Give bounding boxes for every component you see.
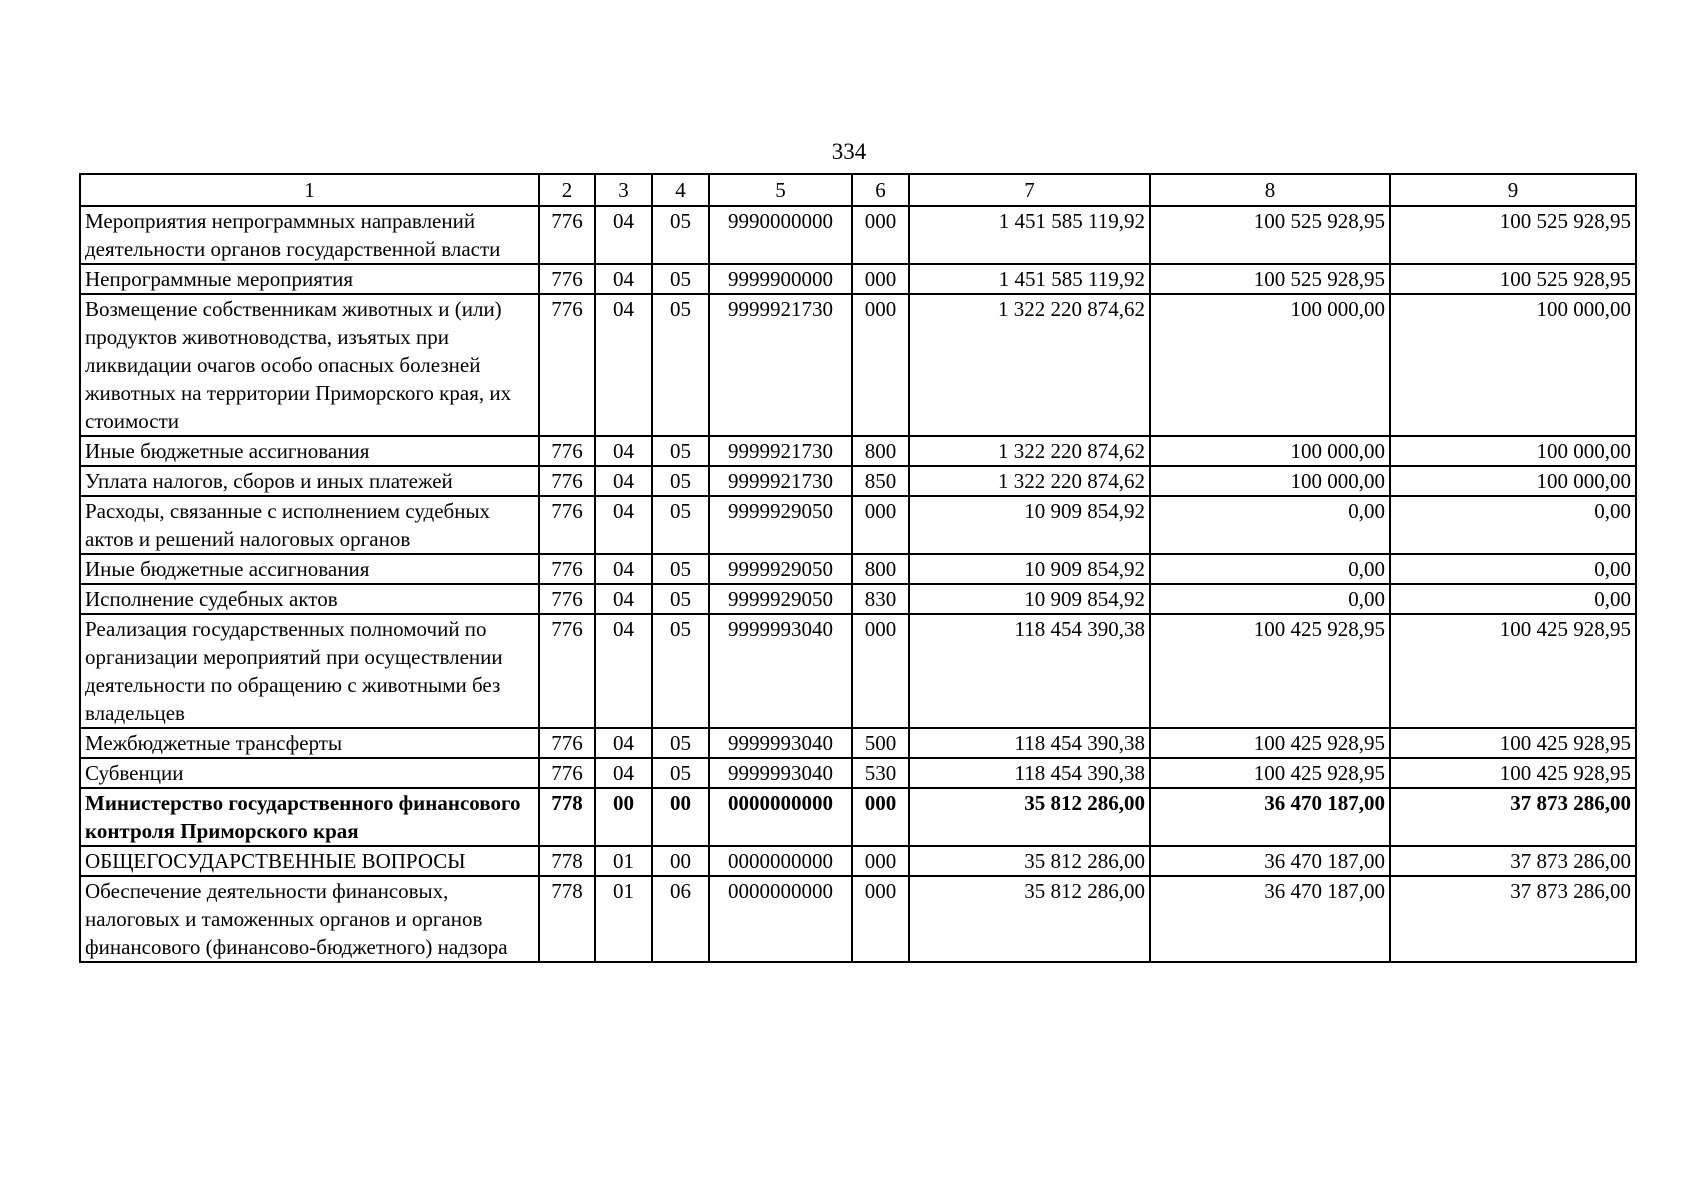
- expense-type-code: 000: [852, 206, 909, 264]
- column-header: 6: [852, 174, 909, 206]
- amount-col-7: 35 812 286,00: [909, 788, 1150, 846]
- amount-col-7: 1 451 585 119,92: [909, 264, 1150, 294]
- amount-col-9: 100 000,00: [1390, 294, 1636, 436]
- target-article-code: 9990000000: [709, 206, 852, 264]
- ministry-code: 776: [539, 758, 595, 788]
- subsection-code: 05: [652, 496, 709, 554]
- table-body: [80, 206, 1636, 962]
- amount-col-9: 37 873 286,00: [1390, 876, 1636, 962]
- target-article-code: 9999929050: [709, 584, 852, 614]
- ministry-code: 776: [539, 496, 595, 554]
- subsection-code: 00: [652, 788, 709, 846]
- amount-col-7: 118 454 390,38: [909, 728, 1150, 758]
- expense-type-code: 000: [852, 876, 909, 962]
- amount-col-8: 36 470 187,00: [1150, 788, 1390, 846]
- expense-type-code: 000: [852, 614, 909, 728]
- amount-col-7: 1 322 220 874,62: [909, 436, 1150, 466]
- expense-name: Реализация государственных полномочий по организации мероприятий при осуществлении деятельности по обращению с животными без владельцев: [80, 614, 539, 728]
- expense-name: Обеспечение деятельности финансовых, налоговых и таможенных органов и органов финансового (финансово-бюджетного) надзора: [80, 876, 539, 962]
- subsection-code: 05: [652, 264, 709, 294]
- amount-col-7: 1 322 220 874,62: [909, 294, 1150, 436]
- ministry-code: 776: [539, 206, 595, 264]
- header-row: [80, 174, 1636, 206]
- ministry-code: 778: [539, 876, 595, 962]
- subsection-code: 05: [652, 206, 709, 264]
- target-article-code: 9999900000: [709, 264, 852, 294]
- amount-col-7: 1 451 585 119,92: [909, 206, 1150, 264]
- amount-col-8: 100 425 928,95: [1150, 758, 1390, 788]
- amount-col-7: 10 909 854,92: [909, 496, 1150, 554]
- ministry-code: 776: [539, 436, 595, 466]
- subsection-code: 05: [652, 758, 709, 788]
- budget-table: [79, 173, 1637, 963]
- table-row: [80, 758, 1636, 788]
- amount-col-8: 100 000,00: [1150, 294, 1390, 436]
- amount-col-9: 100 525 928,95: [1390, 264, 1636, 294]
- target-article-code: 9999921730: [709, 436, 852, 466]
- column-header: 1: [80, 174, 539, 206]
- amount-col-8: 100 525 928,95: [1150, 264, 1390, 294]
- table-row: [80, 436, 1636, 466]
- table-row: [80, 584, 1636, 614]
- expense-type-code: 000: [852, 264, 909, 294]
- table-row: [80, 466, 1636, 496]
- target-article-code: 9999921730: [709, 294, 852, 436]
- section-code: 04: [595, 758, 652, 788]
- expense-name: Возмещение собственникам животных и (или) продуктов животноводства, изъятых при ликвидации очагов особо опасных болезней животных на территории Приморского края, их стоимости: [80, 294, 539, 436]
- section-code: 04: [595, 206, 652, 264]
- ministry-code: 776: [539, 614, 595, 728]
- expense-name: Министерство государственного финансового контроля Приморского края: [80, 788, 539, 846]
- section-code: 04: [595, 584, 652, 614]
- amount-col-9: 100 525 928,95: [1390, 206, 1636, 264]
- table-row: [80, 876, 1636, 962]
- target-article-code: 0000000000: [709, 846, 852, 876]
- section-code: 00: [595, 788, 652, 846]
- expense-type-code: 850: [852, 466, 909, 496]
- section-code: 04: [595, 554, 652, 584]
- page-number: 334: [831, 139, 867, 164]
- section-code: 04: [595, 264, 652, 294]
- expense-type-code: 830: [852, 584, 909, 614]
- amount-col-9: 37 873 286,00: [1390, 846, 1636, 876]
- subsection-code: 05: [652, 294, 709, 436]
- amount-col-8: 0,00: [1150, 554, 1390, 584]
- expense-name: Уплата налогов, сборов и иных платежей: [80, 466, 539, 496]
- amount-col-7: 35 812 286,00: [909, 846, 1150, 876]
- section-code: 04: [595, 496, 652, 554]
- subsection-code: 05: [652, 584, 709, 614]
- expense-name: Непрограммные мероприятия: [80, 264, 539, 294]
- section-code: 04: [595, 466, 652, 496]
- column-header: 3: [595, 174, 652, 206]
- amount-col-8: 100 425 928,95: [1150, 614, 1390, 728]
- ministry-code: 776: [539, 554, 595, 584]
- expense-name: Иные бюджетные ассигнования: [80, 436, 539, 466]
- expense-type-code: 000: [852, 496, 909, 554]
- subsection-code: 05: [652, 436, 709, 466]
- subsection-code: 05: [652, 554, 709, 584]
- ministry-code: 776: [539, 294, 595, 436]
- table-row: [80, 206, 1636, 264]
- amount-col-7: 10 909 854,92: [909, 584, 1150, 614]
- amount-col-8: 100 425 928,95: [1150, 728, 1390, 758]
- expense-name: Расходы, связанные с исполнением судебных актов и решений налоговых органов: [80, 496, 539, 554]
- column-header: 8: [1150, 174, 1390, 206]
- expense-type-code: 800: [852, 436, 909, 466]
- expense-type-code: 000: [852, 788, 909, 846]
- section-code: 01: [595, 876, 652, 962]
- amount-col-9: 0,00: [1390, 554, 1636, 584]
- subsection-code: 06: [652, 876, 709, 962]
- target-article-code: 9999921730: [709, 466, 852, 496]
- expense-name: Межбюджетные трансферты: [80, 728, 539, 758]
- amount-col-9: 0,00: [1390, 584, 1636, 614]
- column-header: 9: [1390, 174, 1636, 206]
- ministry-code: 778: [539, 788, 595, 846]
- amount-col-8: 36 470 187,00: [1150, 846, 1390, 876]
- expense-name: ОБЩЕГОСУДАРСТВЕННЫЕ ВОПРОСЫ: [80, 846, 539, 876]
- amount-col-9: 0,00: [1390, 496, 1636, 554]
- expense-name: Исполнение судебных актов: [80, 584, 539, 614]
- ministry-code: 776: [539, 466, 595, 496]
- table-row: [80, 294, 1636, 436]
- target-article-code: 0000000000: [709, 788, 852, 846]
- section-code: 04: [595, 436, 652, 466]
- amount-col-7: 1 322 220 874,62: [909, 466, 1150, 496]
- table-row: [80, 788, 1636, 846]
- target-article-code: 9999993040: [709, 728, 852, 758]
- target-article-code: 9999929050: [709, 496, 852, 554]
- table-row: [80, 846, 1636, 876]
- amount-col-9: 100 000,00: [1390, 466, 1636, 496]
- target-article-code: 9999929050: [709, 554, 852, 584]
- table-row: [80, 554, 1636, 584]
- table-row: [80, 728, 1636, 758]
- amount-col-9: 100 000,00: [1390, 436, 1636, 466]
- column-header: 7: [909, 174, 1150, 206]
- column-header: 4: [652, 174, 709, 206]
- ministry-code: 776: [539, 264, 595, 294]
- amount-col-8: 0,00: [1150, 584, 1390, 614]
- amount-col-8: 36 470 187,00: [1150, 876, 1390, 962]
- amount-col-9: 100 425 928,95: [1390, 728, 1636, 758]
- subsection-code: 05: [652, 728, 709, 758]
- amount-col-7: 118 454 390,38: [909, 758, 1150, 788]
- section-code: 01: [595, 846, 652, 876]
- amount-col-8: 0,00: [1150, 496, 1390, 554]
- amount-col-9: 100 425 928,95: [1390, 758, 1636, 788]
- expense-type-code: 530: [852, 758, 909, 788]
- table-row: [80, 614, 1636, 728]
- expense-type-code: 000: [852, 846, 909, 876]
- amount-col-9: 100 425 928,95: [1390, 614, 1636, 728]
- amount-col-8: 100 000,00: [1150, 466, 1390, 496]
- expense-type-code: 800: [852, 554, 909, 584]
- amount-col-7: 118 454 390,38: [909, 614, 1150, 728]
- amount-col-8: 100 000,00: [1150, 436, 1390, 466]
- target-article-code: 9999993040: [709, 614, 852, 728]
- ministry-code: 776: [539, 584, 595, 614]
- ministry-code: 776: [539, 728, 595, 758]
- expense-name: Мероприятия непрограммных направлений деятельности органов государственной власти: [80, 206, 539, 264]
- table-row: [80, 264, 1636, 294]
- column-header: 2: [539, 174, 595, 206]
- column-header: 5: [709, 174, 852, 206]
- subsection-code: 05: [652, 614, 709, 728]
- expense-name: Субвенции: [80, 758, 539, 788]
- table-row: [80, 496, 1636, 554]
- section-code: 04: [595, 614, 652, 728]
- section-code: 04: [595, 294, 652, 436]
- expense-name: Иные бюджетные ассигнования: [80, 554, 539, 584]
- target-article-code: 9999993040: [709, 758, 852, 788]
- ministry-code: 778: [539, 846, 595, 876]
- subsection-code: 00: [652, 846, 709, 876]
- amount-col-7: 35 812 286,00: [909, 876, 1150, 962]
- subsection-code: 05: [652, 466, 709, 496]
- amount-col-9: 37 873 286,00: [1390, 788, 1636, 846]
- section-code: 04: [595, 728, 652, 758]
- amount-col-8: 100 525 928,95: [1150, 206, 1390, 264]
- expense-type-code: 500: [852, 728, 909, 758]
- expense-type-code: 000: [852, 294, 909, 436]
- amount-col-7: 10 909 854,92: [909, 554, 1150, 584]
- target-article-code: 0000000000: [709, 876, 852, 962]
